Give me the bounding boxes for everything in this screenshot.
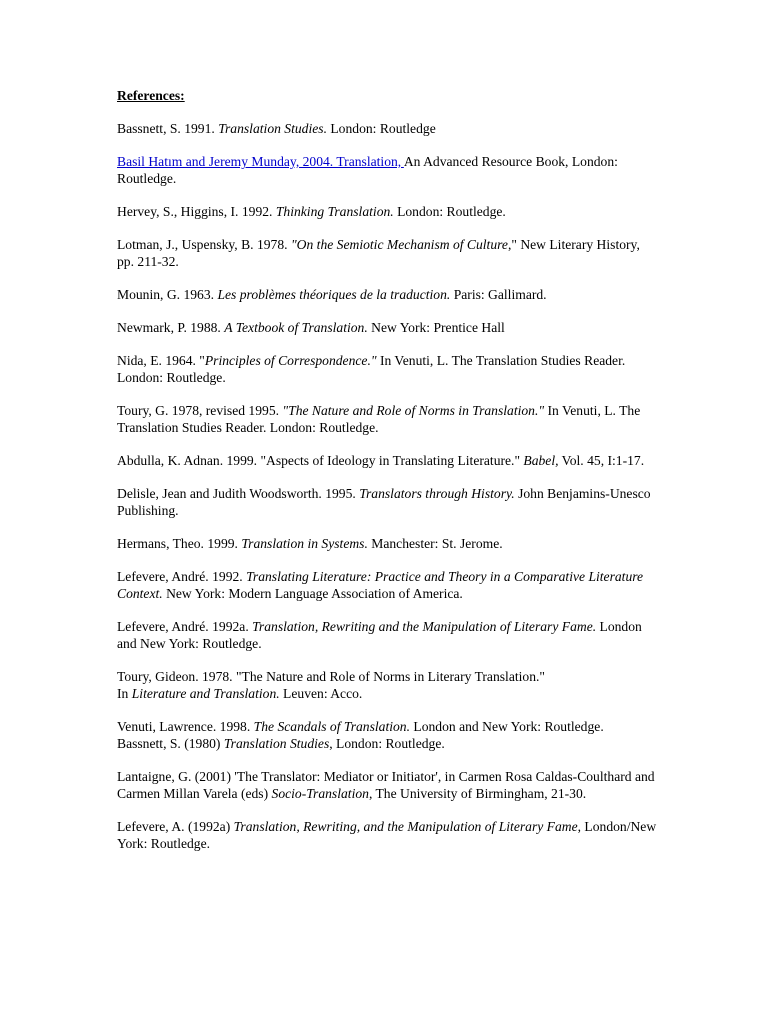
reference-text: London: Routledge. — [393, 204, 506, 219]
reference-text: Bassnett, S. (1980) — [117, 736, 224, 751]
reference-text: Vol. 45, I:1-17. — [558, 453, 645, 468]
reference-text: New York: Prentice Hall — [367, 320, 505, 335]
reference-entry — [117, 735, 657, 752]
reference-text: , London: Routledge. — [329, 736, 445, 751]
reference-text: John Benjamins-Unesco Publishing. — [117, 486, 651, 518]
reference-title: Translation Studies — [223, 736, 330, 751]
reference-text: Leuven: Acco. — [279, 686, 363, 701]
reference-title: Literature and Translation. — [131, 686, 280, 701]
reference-text: Nida, E. 1964. " — [117, 353, 205, 368]
reference-text: Newmark, P. 1988. — [117, 320, 225, 335]
reference-entry — [117, 768, 657, 802]
reference-text: Paris: Gallimard. — [450, 287, 547, 302]
reference-entry — [117, 352, 657, 386]
reference-entry — [117, 668, 657, 702]
reference-title: A Textbook of Translation. — [224, 320, 368, 335]
reference-text: Lefevere, André. 1992a. — [117, 619, 253, 634]
reference-title: Babel, — [523, 453, 559, 468]
reference-text: Bassnett, S. 1991. — [117, 121, 219, 136]
reference-text: Lantaigne, G. (2001) 'The Translator: Mediator or Initiator', in Carmen Rosa Caldas-Coulthard and Carmen Millan Varela (eds) — [117, 769, 655, 801]
reference-title: Translators through History. — [359, 486, 515, 501]
reference-text: Venuti, Lawrence. 1998. — [117, 719, 254, 734]
reference-text: Manchester: St. Jerome. — [367, 536, 503, 551]
reference-title: The Scandals of Translation. — [253, 719, 411, 734]
reference-text: Delisle, Jean and Judith Woodsworth. 1995. — [117, 486, 360, 501]
reference-title: "On the Semiotic Mechanism of Culture — [290, 237, 508, 252]
reference-entry — [117, 485, 657, 519]
reference-text: New York: Modern Language Association of America. — [162, 586, 463, 601]
reference-title: Thinking Translation. — [275, 204, 394, 219]
reference-text: London: Routledge — [326, 121, 436, 136]
reference-text: London and New York: Routledge. — [117, 619, 642, 651]
reference-entry — [117, 120, 657, 137]
reference-text: In Venuti, L. The Translation Studies Reader. London: Routledge. — [117, 403, 641, 435]
reference-title: Translation in Systems. — [241, 536, 368, 551]
reference-entry — [117, 203, 657, 220]
reference-entry — [117, 236, 657, 270]
reference-title: Les problèmes théoriques de la traduction. — [217, 287, 451, 302]
reference-text: Hervey, S., Higgins, I. 1992. — [117, 204, 276, 219]
reference-link[interactable]: Basil Hatım and Jeremy Munday, 2004. Translation, — [117, 154, 404, 169]
reference-title: Translation, Rewriting and the Manipulation of Literary Fame. — [252, 619, 597, 634]
reference-title: "The Nature and Role of Norms in Translation." — [282, 403, 545, 418]
reference-text: An Advanced Resource Book, London: Routledge. — [117, 154, 618, 186]
reference-entry — [117, 618, 657, 652]
reference-text: , London/New York: Routledge. — [117, 819, 657, 851]
reference-entry — [117, 286, 657, 303]
reference-text: Toury, G. 1978, revised 1995. — [117, 403, 283, 418]
reference-text: Lefevere, André. 1992. — [117, 569, 247, 584]
reference-entry — [117, 402, 657, 436]
reference-entry — [117, 319, 657, 336]
reference-text: In — [117, 686, 132, 701]
reference-entry — [117, 718, 657, 735]
reference-text: Lotman, J., Uspensky, B. 1978. — [117, 237, 291, 252]
reference-entry — [117, 452, 657, 469]
reference-title: Translation Studies. — [218, 121, 327, 136]
reference-list — [117, 120, 657, 852]
reference-text: Hermans, Theo. 1999. — [117, 536, 242, 551]
references-heading: References: — [117, 88, 185, 103]
reference-title: Socio-Translation — [271, 786, 369, 801]
reference-text: London and New York: Routledge. — [410, 719, 604, 734]
reference-text: Lefevere, A. (1992a) — [117, 819, 234, 834]
reference-entry — [117, 818, 657, 852]
reference-text: In Venuti, L. The Translation Studies Reader. London: Routledge. — [117, 353, 626, 385]
reference-entry — [117, 568, 657, 602]
reference-text: ," New Literary History, pp. 211-32. — [117, 237, 640, 269]
reference-title: Translating Literature: Practice and Theory in a Comparative Literature Context. — [117, 569, 644, 601]
reference-entry — [117, 535, 657, 552]
reference-text: Toury, Gideon. 1978. "The Nature and Role of Norms in Literary Translation." — [117, 669, 545, 684]
reference-entry — [117, 153, 657, 187]
document-body — [117, 87, 657, 868]
reference-text: Abdulla, K. Adnan. 1999. "Aspects of Ideology in Translating Literature." — [117, 453, 524, 468]
reference-title: Translation, Rewriting, and the Manipulation of Literary Fame — [233, 819, 578, 834]
reference-text: , The University of Birmingham, 21-30. — [368, 786, 587, 801]
reference-text: Mounin, G. 1963. — [117, 287, 218, 302]
reference-title: Principles of Correspondence." — [204, 353, 377, 368]
